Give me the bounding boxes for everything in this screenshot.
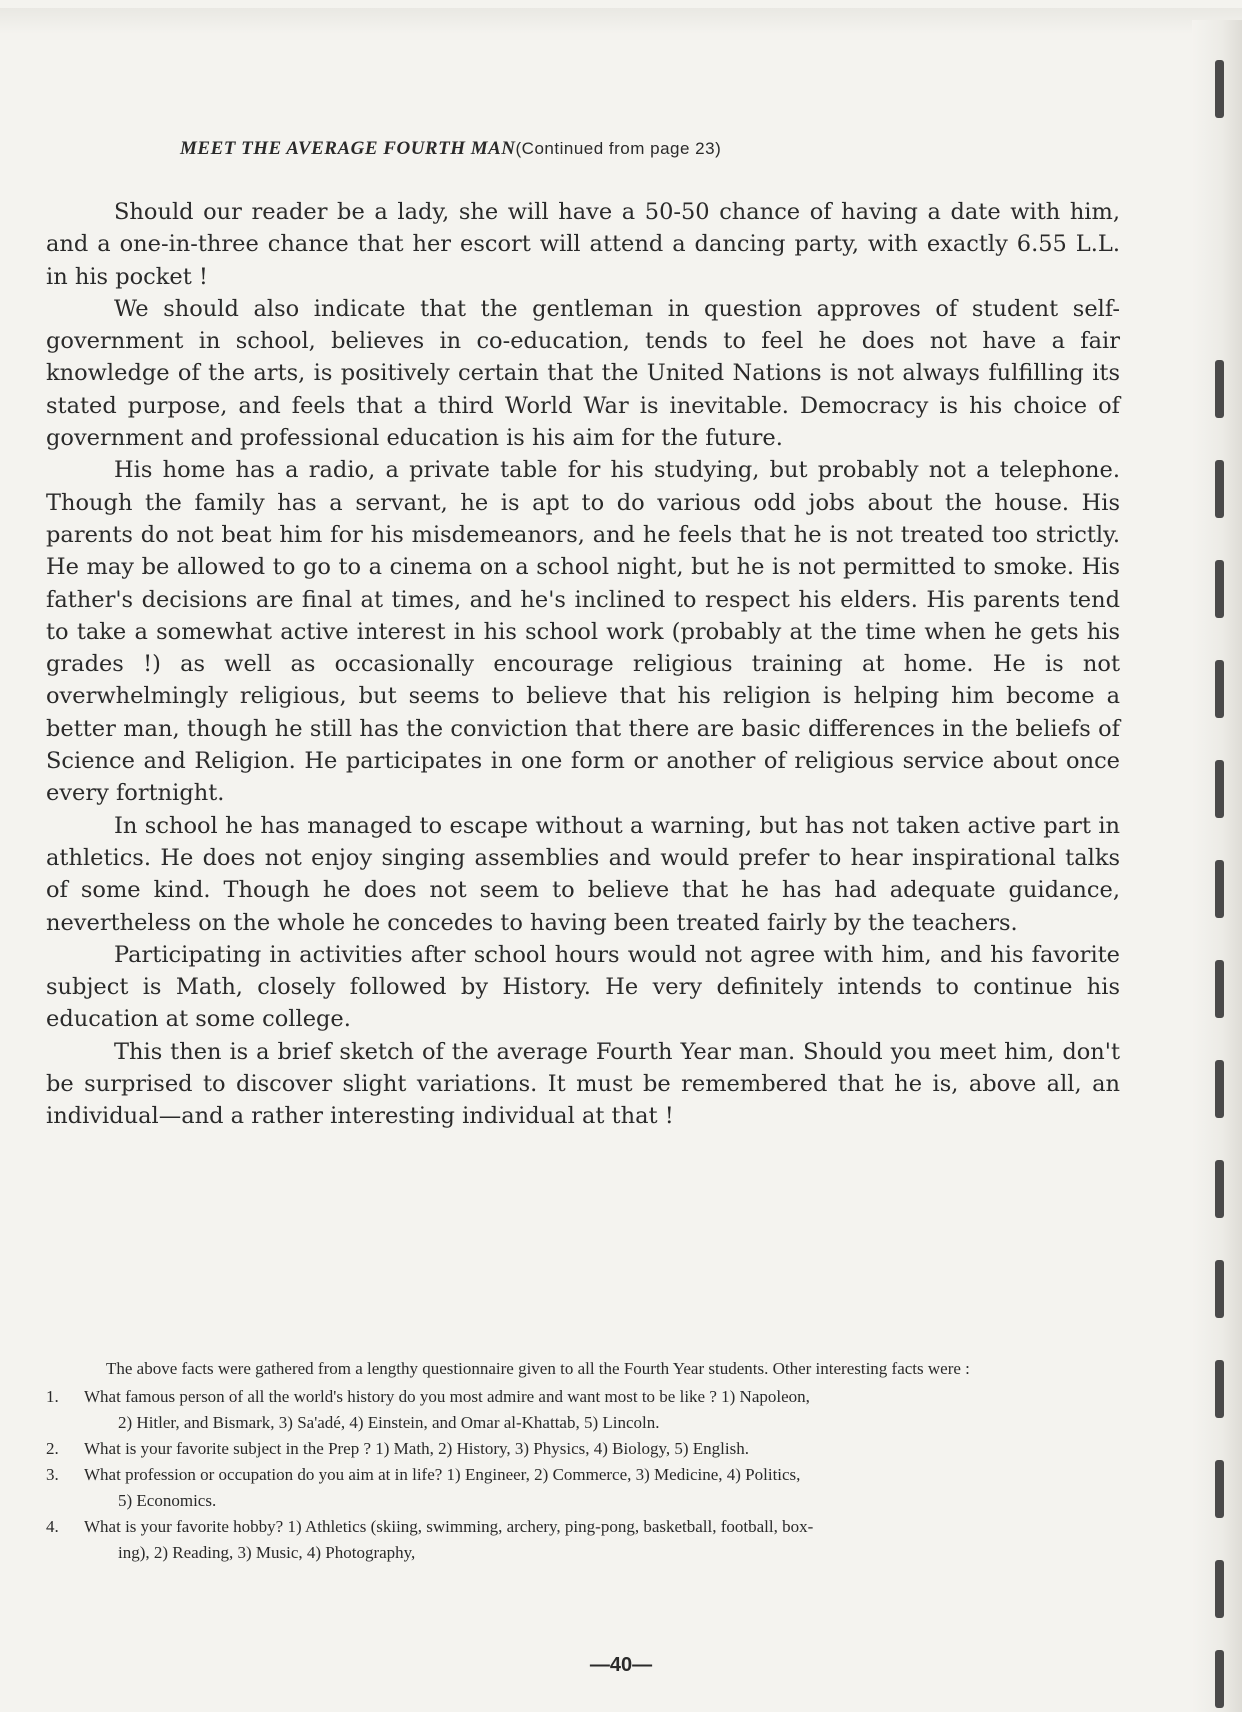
- item-number: 3.: [46, 1465, 59, 1484]
- binding-hole: [1215, 1460, 1224, 1518]
- binding-hole: [1215, 1260, 1224, 1318]
- binding-strip: [1192, 20, 1242, 1712]
- paragraph: This then is a brief sketch of the average Fourth Year man. Should you meet him, don't be surprised to discover slight variations. It must be remembered that he is, above all, an individual—and a rather interesting individual at that !: [46, 1038, 1120, 1130]
- item-number: 1.: [46, 1387, 59, 1406]
- binding-hole: [1215, 1360, 1224, 1418]
- item-number: 2.: [46, 1439, 59, 1458]
- item-question: What is your favorite hobby? 1) Athletics (skiing, swimming, archery, ping-pong, basketball, football, box-: [84, 1517, 814, 1536]
- binding-hole: [1215, 1060, 1224, 1118]
- questionnaire-list: [46, 1384, 1120, 1566]
- binding-hole: [1215, 1560, 1224, 1618]
- binding-hole: [1215, 860, 1224, 918]
- article-heading: [180, 138, 1080, 160]
- binding-hole: [1215, 660, 1224, 718]
- item-number: 4.: [46, 1517, 59, 1536]
- list-item: [46, 1436, 1120, 1462]
- item-question: What profession or occupation do you aim at in life? 1) Engineer, 2) Commerce, 3) Medicine, 4) Politics,: [84, 1465, 801, 1484]
- paragraph: His home has a radio, a private table for his studying, but probably not a telephone. Though the family has a servant, he is apt to do various odd jobs about the house. His parents do not beat him for his misdemeanors, and he feels that he is not treated too strictly. He may be allowed to go to a cinema on a school night, but he is not permitted to smoke. His father's decisions are final at times, and he's inclined to respect his elders. His parents tend to take a somewhat active interest in his school work (probably at the time when he gets his grades !) as well as occasionally encourage religious training at home. He is not overwhelmingly religious, but seems to believe that his religion is helping him become a better man, though he still has the conviction that there are basic differences in the beliefs of Science and Religion. He participates in one form or another of religious service about once every fortnight.: [46, 457, 1120, 807]
- binding-hole: [1215, 960, 1224, 1018]
- article-body: [46, 196, 1120, 1133]
- page-number: —40—: [589, 1654, 653, 1676]
- binding-hole: [1215, 460, 1224, 518]
- item-question: What famous person of all the world's history do you most admire and want most to be like ? 1) Napoleon,: [84, 1387, 810, 1406]
- item-continuation: 5) Economics.: [118, 1491, 217, 1510]
- binding-hole: [1215, 60, 1224, 118]
- item-question: What is your favorite subject in the Prep ? 1) Math, 2) History, 3) Physics, 4) Biology, 5) English.: [84, 1439, 749, 1458]
- paragraph: Should our reader be a lady, she will have a 50-50 chance of having a date with him, and a one-in-three chance that her escort will attend a dancing party, with exactly 6.55 L.L. in his pocket !: [46, 199, 1120, 290]
- binding-hole: [1215, 360, 1224, 418]
- page-top-edge: [0, 8, 1242, 34]
- item-continuation: 2) Hitler, and Bismark, 3) Sa'adé, 4) Einstein, and Omar al-Khattab, 5) Lincoln.: [118, 1413, 660, 1432]
- questionnaire-footnote: [46, 1356, 1120, 1566]
- paragraph: We should also indicate that the gentleman in question approves of student self-government in school, believes in co-education, tends to feel he does not have a fair knowledge of the arts, is positively certain that the United Nations is not always fulfilling its stated purpose, and feels that a third World War is inevitable. Democracy is his choice of government and professional education is his aim for the future.: [46, 295, 1120, 452]
- list-item: [46, 1514, 1120, 1566]
- paragraph: In school he has managed to escape without a warning, but has not taken active part in athletics. He does not enjoy singing assemblies and would prefer to hear inspirational talks of some kind. Though he does not seem to believe that he has had adequate guidance, nevertheless on the whole he concedes to having been treated fairly by the teachers.: [46, 812, 1120, 936]
- paragraph: Participating in activities after school hours would not agree with him, and his favorite subject is Math, closely followed by History. He very definitely intends to continue his education at some college.: [46, 941, 1120, 1033]
- binding-hole: [1215, 1160, 1224, 1218]
- item-continuation: ing), 2) Reading, 3) Music, 4) Photography,: [118, 1543, 416, 1562]
- binding-hole: [1215, 760, 1224, 818]
- binding-hole: [1215, 560, 1224, 618]
- continued-note: (Continued from page 23): [515, 139, 722, 158]
- list-item: [46, 1384, 1120, 1436]
- article-title: MEET THE AVERAGE FOURTH MAN: [180, 138, 516, 159]
- footnote-intro: The above facts were gathered from a lengthy questionnaire given to all the Fourth Year students. Other interesting facts were :: [106, 1359, 970, 1378]
- list-item: [46, 1462, 1120, 1514]
